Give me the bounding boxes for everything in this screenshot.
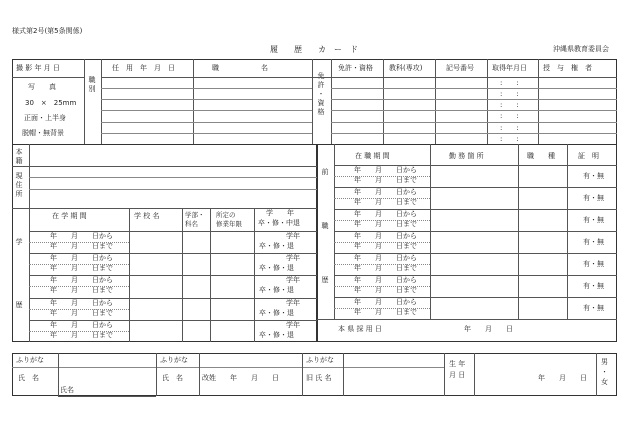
prior-cert: 有・無: [583, 282, 604, 290]
prior-period-to: 年 月 日まで: [354, 264, 417, 272]
prior-cert: 有・無: [583, 172, 604, 180]
prior-period-to: 年 月 日まで: [354, 176, 417, 184]
edu-col-status: 卒・修・中退: [258, 219, 300, 227]
prior-cert: 有・無: [583, 304, 604, 312]
photo-size: 30 × 25mm: [25, 99, 77, 107]
photo-style: 脱帽・無背景: [22, 129, 64, 137]
edu-period-to: 年 月 日まで: [50, 264, 113, 273]
edu-period-to: 年 月 日まで: [50, 242, 113, 250]
prior-row-subdivider: [334, 242, 430, 243]
edu-grade: 学年: [286, 254, 300, 263]
edu-grade: 学年: [286, 320, 300, 329]
address-label: 現 住 所: [15, 172, 23, 198]
prior-row-subdivider: [334, 176, 430, 177]
prior-period-from: 年 月 日から: [354, 210, 417, 218]
prior-period-to: 年 月 日まで: [354, 242, 417, 250]
edu-status: 卒・修・退: [259, 264, 294, 273]
prior-cert: 有・無: [583, 260, 604, 268]
edu-grade: 学年: [286, 276, 300, 285]
furigana-2: ふりがな: [160, 356, 188, 364]
edu-status: 卒・修・退: [259, 330, 294, 339]
edu-grade: 学年: [286, 298, 300, 307]
license-col-4: 取得年月日: [492, 64, 527, 72]
domicile-label: 本 籍: [15, 148, 23, 165]
license-label: 免 許 ・ 資 格: [317, 72, 325, 116]
edu-col-grade: 学 年: [266, 209, 294, 217]
prior-row-subdivider: [334, 220, 430, 221]
license-date-marks: : :: [500, 79, 519, 87]
prior-period-to: 年 月 日まで: [354, 286, 417, 294]
edu-period-from: 年 月 日から: [50, 276, 113, 285]
name-label: 氏 名: [18, 374, 39, 382]
edu-row-subdivider: [29, 331, 129, 332]
edu-row-subdivider: [29, 242, 129, 243]
old-name-label: 旧 氏 名: [306, 374, 332, 382]
duty-label: 職 別: [88, 76, 96, 93]
prior-col-type: 職 種: [527, 152, 555, 160]
edu-col-period: 在 学 期 間: [52, 212, 87, 220]
prior-col-place: 勤 務 箇 所: [449, 152, 484, 160]
signature-label: 氏名: [60, 386, 74, 394]
name-change-date: 改姓 年 月 日: [202, 374, 279, 382]
prior-col-cert: 証 明: [578, 152, 599, 160]
prior-period-from: 年 月 日から: [354, 232, 417, 240]
card-title: 履 歴 カ ー ド: [270, 45, 358, 54]
edu-row-subdivider: [29, 286, 129, 287]
prior-period-to: 年 月 日まで: [354, 198, 417, 206]
edu-row-subdivider: [29, 309, 129, 310]
edu-col-term: 所定の 修業年限: [216, 211, 242, 228]
edu-row-subdivider: [29, 264, 129, 265]
prior-cert: 有・無: [583, 216, 604, 224]
sex-field: 男 ・ 女: [601, 358, 608, 386]
edu-grade: 学年: [286, 232, 300, 240]
prior-period-from: 年 月 日から: [354, 298, 417, 306]
signature-line: [58, 396, 156, 397]
edu-period-from: 年 月 日から: [50, 254, 113, 263]
edu-col-school: 学 校 名: [134, 212, 160, 220]
prior-col-period: 在 職 期 間: [355, 152, 390, 160]
birth-date-label: 生 年 月 日: [449, 360, 466, 379]
education-label: 学 歴: [15, 238, 23, 309]
edu-period-to: 年 月 日まで: [50, 330, 113, 339]
furigana-1: ふりがな: [16, 356, 44, 364]
edu-period-from: 年 月 日から: [50, 232, 113, 240]
prior-period-to: 年 月 日まで: [354, 308, 417, 316]
prior-row-subdivider: [334, 286, 430, 287]
name2-label: 氏 名: [162, 374, 183, 382]
hire-date-label: 本 県 採 用 日: [338, 325, 382, 333]
edu-period-from: 年 月 日から: [50, 320, 113, 329]
prior-label: 前 職 歴: [321, 168, 329, 284]
photo-date-label: 撮 影 年 月 日: [16, 64, 60, 72]
form-number: 様式第2号(第5条関係): [12, 27, 83, 35]
prior-row-subdivider: [334, 308, 430, 309]
hire-date-value: 年 月 日: [464, 325, 513, 333]
birth-date-value: 年 月 日: [538, 374, 587, 382]
edu-status: 卒・修・退: [259, 286, 294, 295]
prior-row-subdivider: [334, 264, 430, 265]
prior-row-subdivider: [334, 198, 430, 199]
edu-period-to: 年 月 日まで: [50, 308, 113, 317]
edu-period-from: 年 月 日から: [50, 298, 113, 307]
prior-cert: 有・無: [583, 238, 604, 246]
issuer-name: 沖縄県教育委員会: [553, 45, 609, 53]
photo-pose: 正面・上半身: [24, 114, 66, 122]
prior-period-from: 年 月 日から: [354, 254, 417, 262]
prior-period-from: 年 月 日から: [354, 188, 417, 196]
license-col-2: 教科(専攻): [389, 64, 423, 72]
edu-col-faculty: 学部・ 科名: [185, 211, 205, 228]
prior-period-to: 年 月 日まで: [354, 220, 417, 228]
license-col-5: 授 与 権 者: [543, 64, 592, 72]
photo-label: 写 真: [28, 83, 56, 91]
duty-title-header: 職 名: [212, 64, 268, 72]
license-col-3: 記号番号: [446, 64, 474, 72]
furigana-3: ふりがな: [306, 356, 334, 364]
appointment-date-header: 任 用 年 月 日: [112, 64, 175, 72]
edu-status: 卒・修・退: [259, 242, 294, 250]
prior-cert: 有・無: [583, 194, 604, 202]
prior-period-from: 年 月 日から: [354, 276, 417, 284]
prior-period-from: 年 月 日から: [354, 166, 417, 174]
edu-status: 卒・修・退: [259, 308, 294, 317]
edu-period-to: 年 月 日まで: [50, 286, 113, 295]
license-col-1: 免許・資格: [338, 64, 373, 72]
